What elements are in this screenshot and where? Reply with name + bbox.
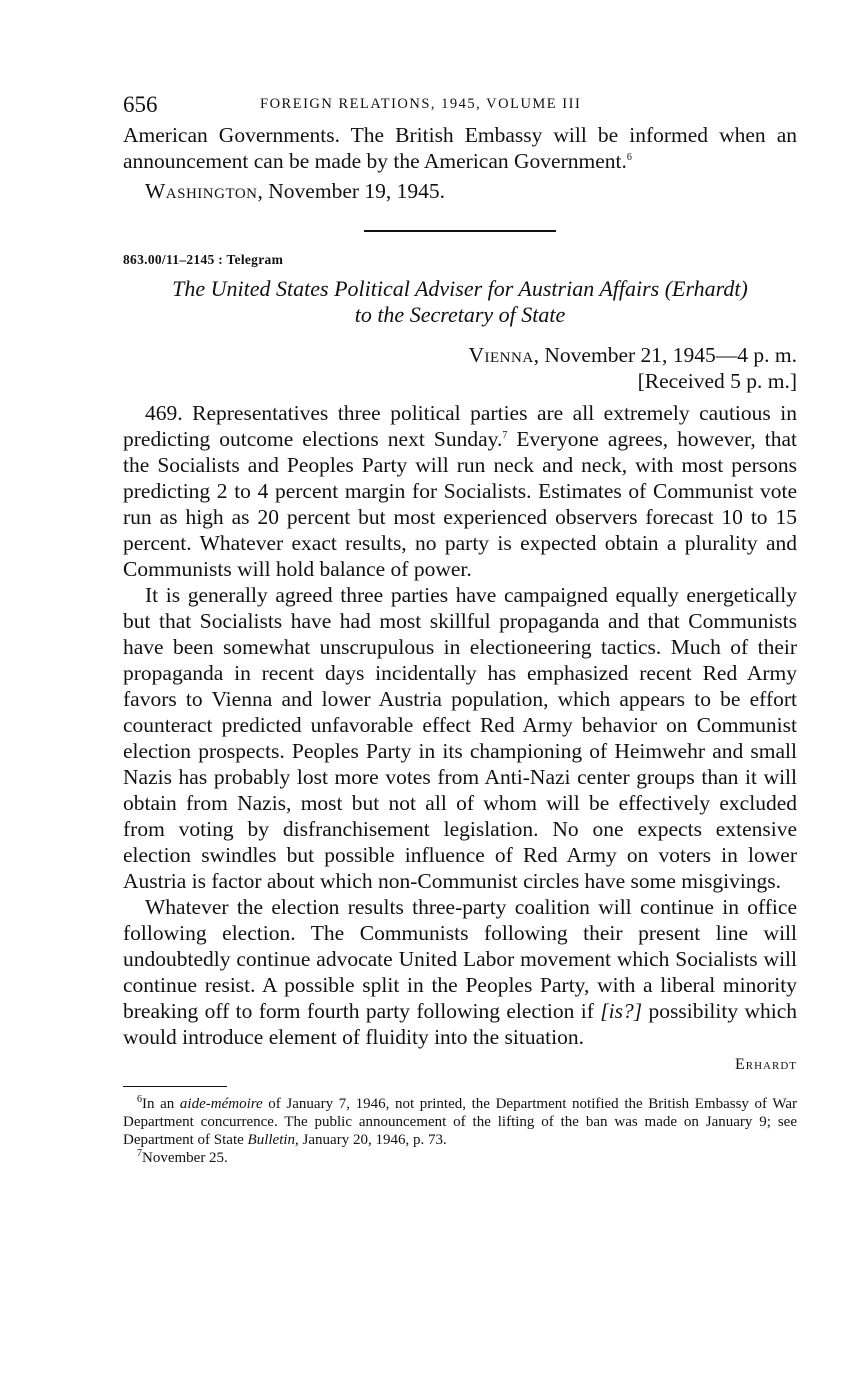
section-separator: [364, 230, 556, 232]
footnote-6-text-a: In an: [142, 1096, 180, 1112]
vienna-place: Vienna: [468, 343, 534, 367]
footnote-ref-7: 7: [502, 429, 508, 441]
washington-place: Washington: [145, 179, 258, 203]
continuation-text: American Governments. The British Embassy will be informed when an announcement can be made by the American Government.: [123, 123, 797, 173]
telegram-body: [123, 400, 797, 1050]
editorial-bracket: [is?]: [600, 999, 643, 1023]
vienna-dateline: [123, 342, 797, 394]
paragraph-2: It is generally agreed three parties have campaigned equally energetically but that Socialists have had most skillful propaganda and that Communists have been somewhat unscrupulous in electioneering tactics. Much of their propaganda in recent days incidentally has emphasized recent Red Army favors to Vienna and lower Austria population, which appears to be effort counteract predicted unfavorable effect Red Army behavior on Communist election prospects. Peoples Party in its championing of Heimwehr and small Nazis has probably lost more votes from Anti-Nazi center groups than it will obtain from Nazis, most but not all of whom will be effectively excluded from voting by disfranchisement legislation. No one expects extensive election swindles but possible influence of Red Army on voters in lower Austria is factor about which non-Communist circles have some misgivings.: [123, 583, 797, 893]
footnote-ref-6: 6: [626, 151, 632, 163]
received-note: [Received 5 p. m.]: [637, 369, 797, 393]
footnote-6-text-c: January 20, 1946, p. 73.: [298, 1132, 447, 1148]
paragraph-3: [123, 894, 797, 1050]
continuation-paragraph: [123, 122, 797, 174]
washington-dateline: [123, 178, 797, 204]
paragraph-1: [123, 400, 797, 582]
title-line-1: The United States Political Adviser for Austrian Affairs (Erhardt): [172, 276, 748, 301]
para3-text-a: Whatever the election results three-party coalition will continue in office following election. The Communists following their present line will undoubtedly continue advocate United Labor movement which Socialists will continue resist. A possible split in the Peoples Party, with a liberal minority breaking off to form fourth party following election if: [123, 895, 797, 1023]
document-reference: 863.00/11–2145 : Telegram: [123, 252, 284, 267]
footnote-7: [123, 1149, 797, 1167]
page-number: 656: [123, 92, 158, 117]
washington-date: , November 19, 1945.: [257, 179, 446, 203]
running-head: FOREIGN RELATIONS, 1945, VOLUME III: [260, 96, 582, 112]
footnotes: [123, 1095, 797, 1167]
para1-text-b: Everyone agrees, however, that the Socialists and Peoples Party will run neck and neck, with most persons predicting 2 to 4 percent margin for Socialists. Estimates of Communist vote run as high as 20 percent but most experienced observers forecast 10 to 15 percent. Whatever exact results, no party is expected obtain a plurality and Communists will hold balance of power.: [123, 427, 798, 581]
footnote-7-number: 7: [137, 1148, 142, 1159]
document-page: [123, 92, 797, 1167]
footnote-6-text-b: of January 7, 1946, not printed, the Department notified the British Embassy of War Department concurrence. The public announcement of the lifting of the ban was made on January 9; see Department of State: [123, 1096, 797, 1148]
footnote-6-bulletin: Bulletin,: [247, 1132, 299, 1148]
footnote-7-text: November 25.: [142, 1150, 228, 1166]
continuation-block: [123, 122, 797, 204]
title-line-2: to the Secretary of State: [354, 302, 566, 327]
vienna-date: , November 21, 1945—4 p. m.: [533, 343, 797, 367]
para3-text-b: possibility which would introduce element of fluidity into the situation.: [123, 999, 797, 1049]
signature: Erhardt: [735, 1056, 797, 1073]
footnote-6-number: 6: [137, 1094, 142, 1105]
dateline-line: [123, 342, 797, 368]
footnote-6-italic: aide-mémoire: [179, 1096, 263, 1112]
para1-text-a: 469. Representatives three political parties are all extremely cautious in predicting outcome elections next Sunday.: [123, 401, 797, 451]
footnote-6: [123, 1095, 797, 1149]
footnote-rule: [123, 1086, 227, 1087]
document-title: [123, 276, 797, 328]
page-header: [123, 92, 797, 122]
